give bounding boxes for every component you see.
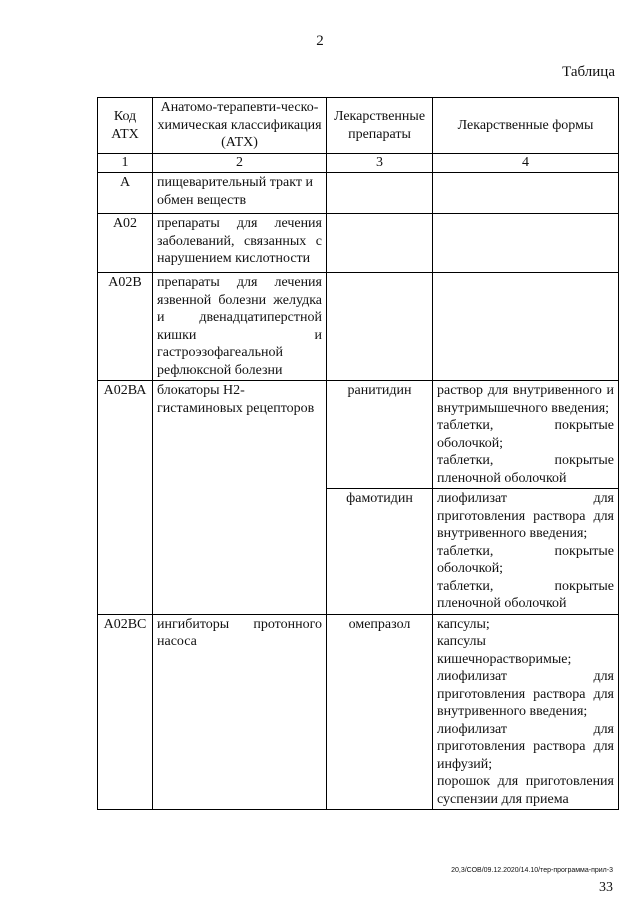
drug-form: таблетки, покрытые оболочкой;: [437, 418, 614, 451]
drug-forms: [433, 614, 619, 810]
sheet-number: 33: [599, 880, 613, 895]
drug-form: таблетки, покрытые оболочкой;: [437, 543, 614, 576]
header-row: [98, 98, 619, 154]
table-row: [98, 614, 619, 810]
drug-name: фамотидин: [327, 489, 433, 615]
drug-form: таблетки, покрытые пленочной оболочкой: [437, 578, 614, 611]
drug-name: [327, 173, 433, 214]
atx-classification: препараты для лечения язвенной болезни желудка и двенадцатиперстной кишки и гастроэзофагеальной рефлюксной болезни: [153, 273, 327, 381]
atx-code: А02ВС: [98, 614, 153, 810]
atx-table: [97, 97, 619, 810]
drug-form: таблетки, покрытые пленочной оболочкой: [437, 453, 614, 486]
drug-forms: [433, 273, 619, 381]
page-number: 2: [316, 33, 324, 49]
drug-forms: [433, 214, 619, 273]
drug-form: порошок для приготовления суспензии для приема: [437, 774, 614, 807]
atx-classification: препараты для лечения заболеваний, связанных с нарушением кислотности: [153, 214, 327, 273]
drug-form: лиофилизат для приготовления раствора для внутривенного введения;: [437, 491, 614, 541]
table-row: [98, 381, 619, 489]
column-number: 3: [327, 154, 433, 173]
drug-form: капсулы;: [437, 616, 490, 632]
atx-classification: ингибиторы протонного насоса: [153, 614, 327, 810]
drug-forms: [433, 173, 619, 214]
table-row: [98, 173, 619, 214]
drug-form: капсулы кишечнорастворимые;: [437, 634, 572, 667]
atx-classification: блокаторы Н2-гистаминовых рецепторов: [153, 381, 327, 615]
drug-form: лиофилизат для приготовления раствора для инфузий;: [437, 721, 614, 772]
drug-forms: [433, 381, 619, 489]
table-row: [98, 214, 619, 273]
atx-classification: пищеварительный тракт и обмен веществ: [153, 173, 327, 214]
column-number: 4: [433, 154, 619, 173]
atx-code: А02ВА: [98, 381, 153, 615]
atx-code: А02: [98, 214, 153, 273]
drug-name: ранитидин: [327, 381, 433, 489]
atx-code: А: [98, 173, 153, 214]
table-row: [98, 273, 619, 381]
header-forms: Лекарственные формы: [433, 98, 619, 154]
column-number: 1: [98, 154, 153, 173]
drug-form: раствор для внутривенного и внутримышечного введения;: [437, 383, 614, 416]
header-classification: Анатомо-терапевти-ческо-химическая классификация (АТХ): [153, 98, 327, 154]
table-label: Таблица: [562, 64, 615, 80]
atx-code: А02В: [98, 273, 153, 381]
header-code: Код АТХ: [98, 98, 153, 154]
drug-name: [327, 273, 433, 381]
drug-name: омепразол: [327, 614, 433, 810]
column-number-row: [98, 154, 619, 173]
column-number: 2: [153, 154, 327, 173]
drug-forms: [433, 489, 619, 615]
footer-reference: 20,3/СОВ/09.12.2020/14.10/тер-программа-прил-3: [451, 867, 613, 874]
drug-form: лиофилизат для приготовления раствора для внутривенного введения;: [437, 669, 614, 719]
drug-name: [327, 214, 433, 273]
header-drugs: Лекарственные препараты: [327, 98, 433, 154]
